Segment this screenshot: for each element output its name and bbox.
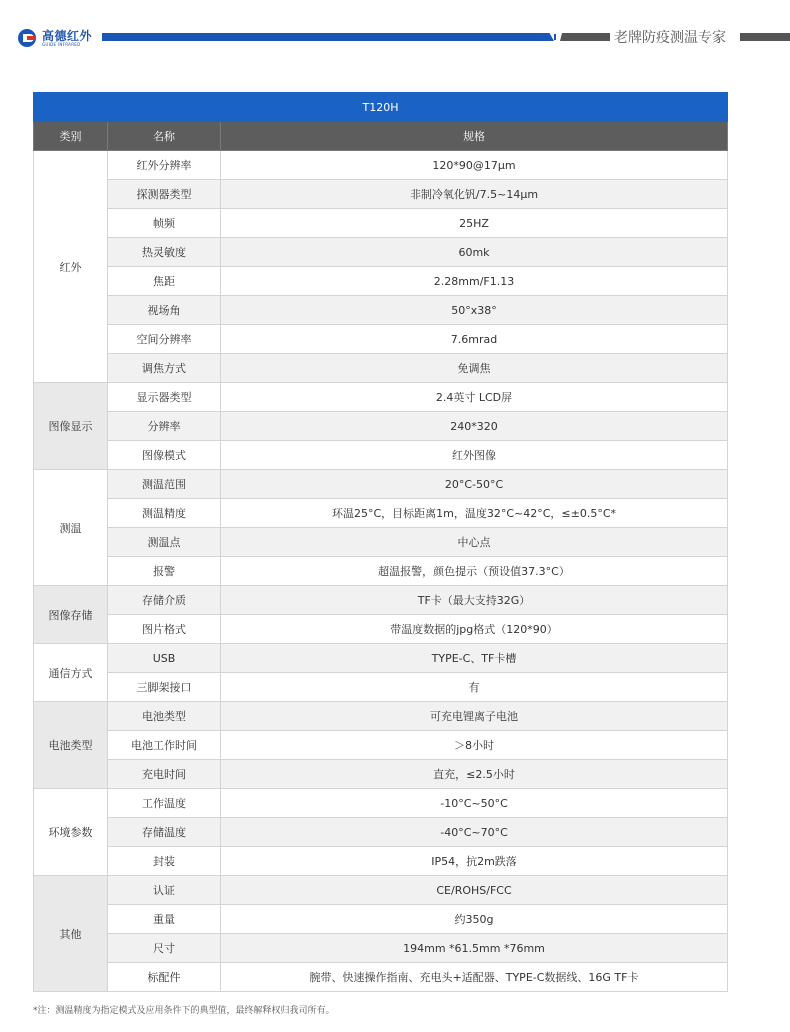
spec-name-cell: 尺寸 xyxy=(108,934,221,963)
spec-name-cell: 热灵敏度 xyxy=(108,238,221,267)
spec-name-cell: 焦距 xyxy=(108,267,221,296)
spec-name-cell: 测温范围 xyxy=(108,470,221,499)
spec-value-cell: CE/ROHS/FCC xyxy=(221,876,728,905)
table-row xyxy=(34,905,728,934)
spec-value-cell: 7.6mrad xyxy=(221,325,728,354)
table-row xyxy=(34,383,728,412)
spec-name-cell: 工作温度 xyxy=(108,789,221,818)
spec-value-cell: 非制冷氧化钒/7.5~14μm xyxy=(221,180,728,209)
spec-name-cell: USB xyxy=(108,644,221,673)
spec-name-cell: 充电时间 xyxy=(108,760,221,789)
spec-name-cell: 存储温度 xyxy=(108,818,221,847)
table-row xyxy=(34,702,728,731)
category-cell: 红外 xyxy=(34,151,108,383)
spec-value-cell: 20°C-50°C xyxy=(221,470,728,499)
spec-value-cell: 免调焦 xyxy=(221,354,728,383)
spec-name-cell: 视场角 xyxy=(108,296,221,325)
column-header-spec: 规格 xyxy=(221,122,728,151)
category-cell: 测温 xyxy=(34,470,108,586)
table-row xyxy=(34,499,728,528)
category-cell: 图像存储 xyxy=(34,586,108,644)
spec-name-cell: 帧频 xyxy=(108,209,221,238)
table-row xyxy=(34,354,728,383)
spec-value-cell: 2.28mm/F1.13 xyxy=(221,267,728,296)
table-row xyxy=(34,615,728,644)
table-row xyxy=(34,876,728,905)
table-row xyxy=(34,325,728,354)
spec-name-cell: 电池类型 xyxy=(108,702,221,731)
spec-name-cell: 调焦方式 xyxy=(108,354,221,383)
spec-value-cell: 194mm *61.5mm *76mm xyxy=(221,934,728,963)
spec-name-cell: 图像模式 xyxy=(108,441,221,470)
column-header-name: 名称 xyxy=(108,122,221,151)
spec-name-cell: 红外分辨率 xyxy=(108,151,221,180)
spec-value-cell: 60mk xyxy=(221,238,728,267)
spec-name-cell: 分辨率 xyxy=(108,412,221,441)
brand-name-cn: 高德红外 xyxy=(42,28,93,43)
table-row xyxy=(34,441,728,470)
table-row xyxy=(34,267,728,296)
spec-name-cell: 测温精度 xyxy=(108,499,221,528)
spec-value-cell: 带温度数据的jpg格式（120*90） xyxy=(221,615,728,644)
spec-value-cell: IP54，抗2m跌落 xyxy=(221,847,728,876)
table-row xyxy=(34,673,728,702)
column-header-category: 类别 xyxy=(34,122,108,151)
brand-logo-icon xyxy=(18,29,40,47)
spec-value-cell: 25HZ xyxy=(221,209,728,238)
spec-value-cell: 可充电锂离子电池 xyxy=(221,702,728,731)
category-cell: 其他 xyxy=(34,876,108,992)
page-header xyxy=(0,0,790,60)
spec-name-cell: 封装 xyxy=(108,847,221,876)
spec-value-cell: ＞8小时 xyxy=(221,731,728,760)
spec-value-cell: 中心点 xyxy=(221,528,728,557)
table-row xyxy=(34,151,728,180)
table-row xyxy=(34,296,728,325)
category-cell: 通信方式 xyxy=(34,644,108,702)
spec-name-cell: 报警 xyxy=(108,557,221,586)
spec-value-cell: 240*320 xyxy=(221,412,728,441)
header-blue-stripe xyxy=(102,33,554,41)
spec-name-cell: 图片格式 xyxy=(108,615,221,644)
table-title: T120H xyxy=(34,93,728,122)
table-row xyxy=(34,963,728,992)
spec-value-cell: 有 xyxy=(221,673,728,702)
table-row xyxy=(34,412,728,441)
spec-name-cell: 电池工作时间 xyxy=(108,731,221,760)
spec-value-cell: 约350g xyxy=(221,905,728,934)
table-row xyxy=(34,209,728,238)
spec-table-body xyxy=(34,151,728,992)
spec-value-cell: 红外图像 xyxy=(221,441,728,470)
table-row xyxy=(34,557,728,586)
brand-name-en: GUIDE INFRARED xyxy=(42,41,81,47)
spec-value-cell: 环温25°C，目标距离1m，温度32°C~42°C，≤±0.5°C* xyxy=(221,499,728,528)
spec-name-cell: 探测器类型 xyxy=(108,180,221,209)
category-cell: 图像显示 xyxy=(34,383,108,470)
spec-value-cell: 直充，≤2.5小时 xyxy=(221,760,728,789)
table-row xyxy=(34,934,728,963)
spec-name-cell: 标配件 xyxy=(108,963,221,992)
spec-name-cell: 认证 xyxy=(108,876,221,905)
table-row xyxy=(34,470,728,499)
spec-value-cell: -40°C~70°C xyxy=(221,818,728,847)
spec-value-cell: 50°x38° xyxy=(221,296,728,325)
spec-value-cell: TYPE-C、TF卡槽 xyxy=(221,644,728,673)
spec-name-cell: 空间分辨率 xyxy=(108,325,221,354)
spec-name-cell: 三脚架接口 xyxy=(108,673,221,702)
table-row xyxy=(34,238,728,267)
spec-value-cell: TF卡（最大支持32G） xyxy=(221,586,728,615)
header-slogan: 老牌防疫测温专家 xyxy=(614,30,726,46)
spec-value-cell: -10°C~50°C xyxy=(221,789,728,818)
spec-name-cell: 重量 xyxy=(108,905,221,934)
spec-value-cell: 120*90@17μm xyxy=(221,151,728,180)
table-row xyxy=(34,644,728,673)
table-row xyxy=(34,528,728,557)
header-gray-stripe-right xyxy=(740,33,790,41)
table-row xyxy=(34,731,728,760)
brand-logo xyxy=(18,28,92,48)
header-gray-stripe xyxy=(560,33,610,41)
table-row xyxy=(34,847,728,876)
table-row xyxy=(34,760,728,789)
spec-value-cell: 超温报警，颜色提示（预设值37.3°C） xyxy=(221,557,728,586)
table-row xyxy=(34,789,728,818)
spec-name-cell: 存储介质 xyxy=(108,586,221,615)
table-row xyxy=(34,586,728,615)
footnote: *注：测温精度为指定模式及应用条件下的典型值，最终解释权归我司所有。 xyxy=(33,1006,335,1016)
category-cell: 环境参数 xyxy=(34,789,108,876)
category-cell: 电池类型 xyxy=(34,702,108,789)
spec-value-cell: 腕带、快速操作指南、充电头+适配器、TYPE-C数据线、16G TF卡 xyxy=(221,963,728,992)
table-row xyxy=(34,818,728,847)
table-row xyxy=(34,180,728,209)
header-blue-stripe-tail xyxy=(554,34,556,40)
spec-name-cell: 显示器类型 xyxy=(108,383,221,412)
spec-name-cell: 测温点 xyxy=(108,528,221,557)
spec-value-cell: 2.4英寸 LCD屏 xyxy=(221,383,728,412)
spec-table xyxy=(33,92,728,992)
